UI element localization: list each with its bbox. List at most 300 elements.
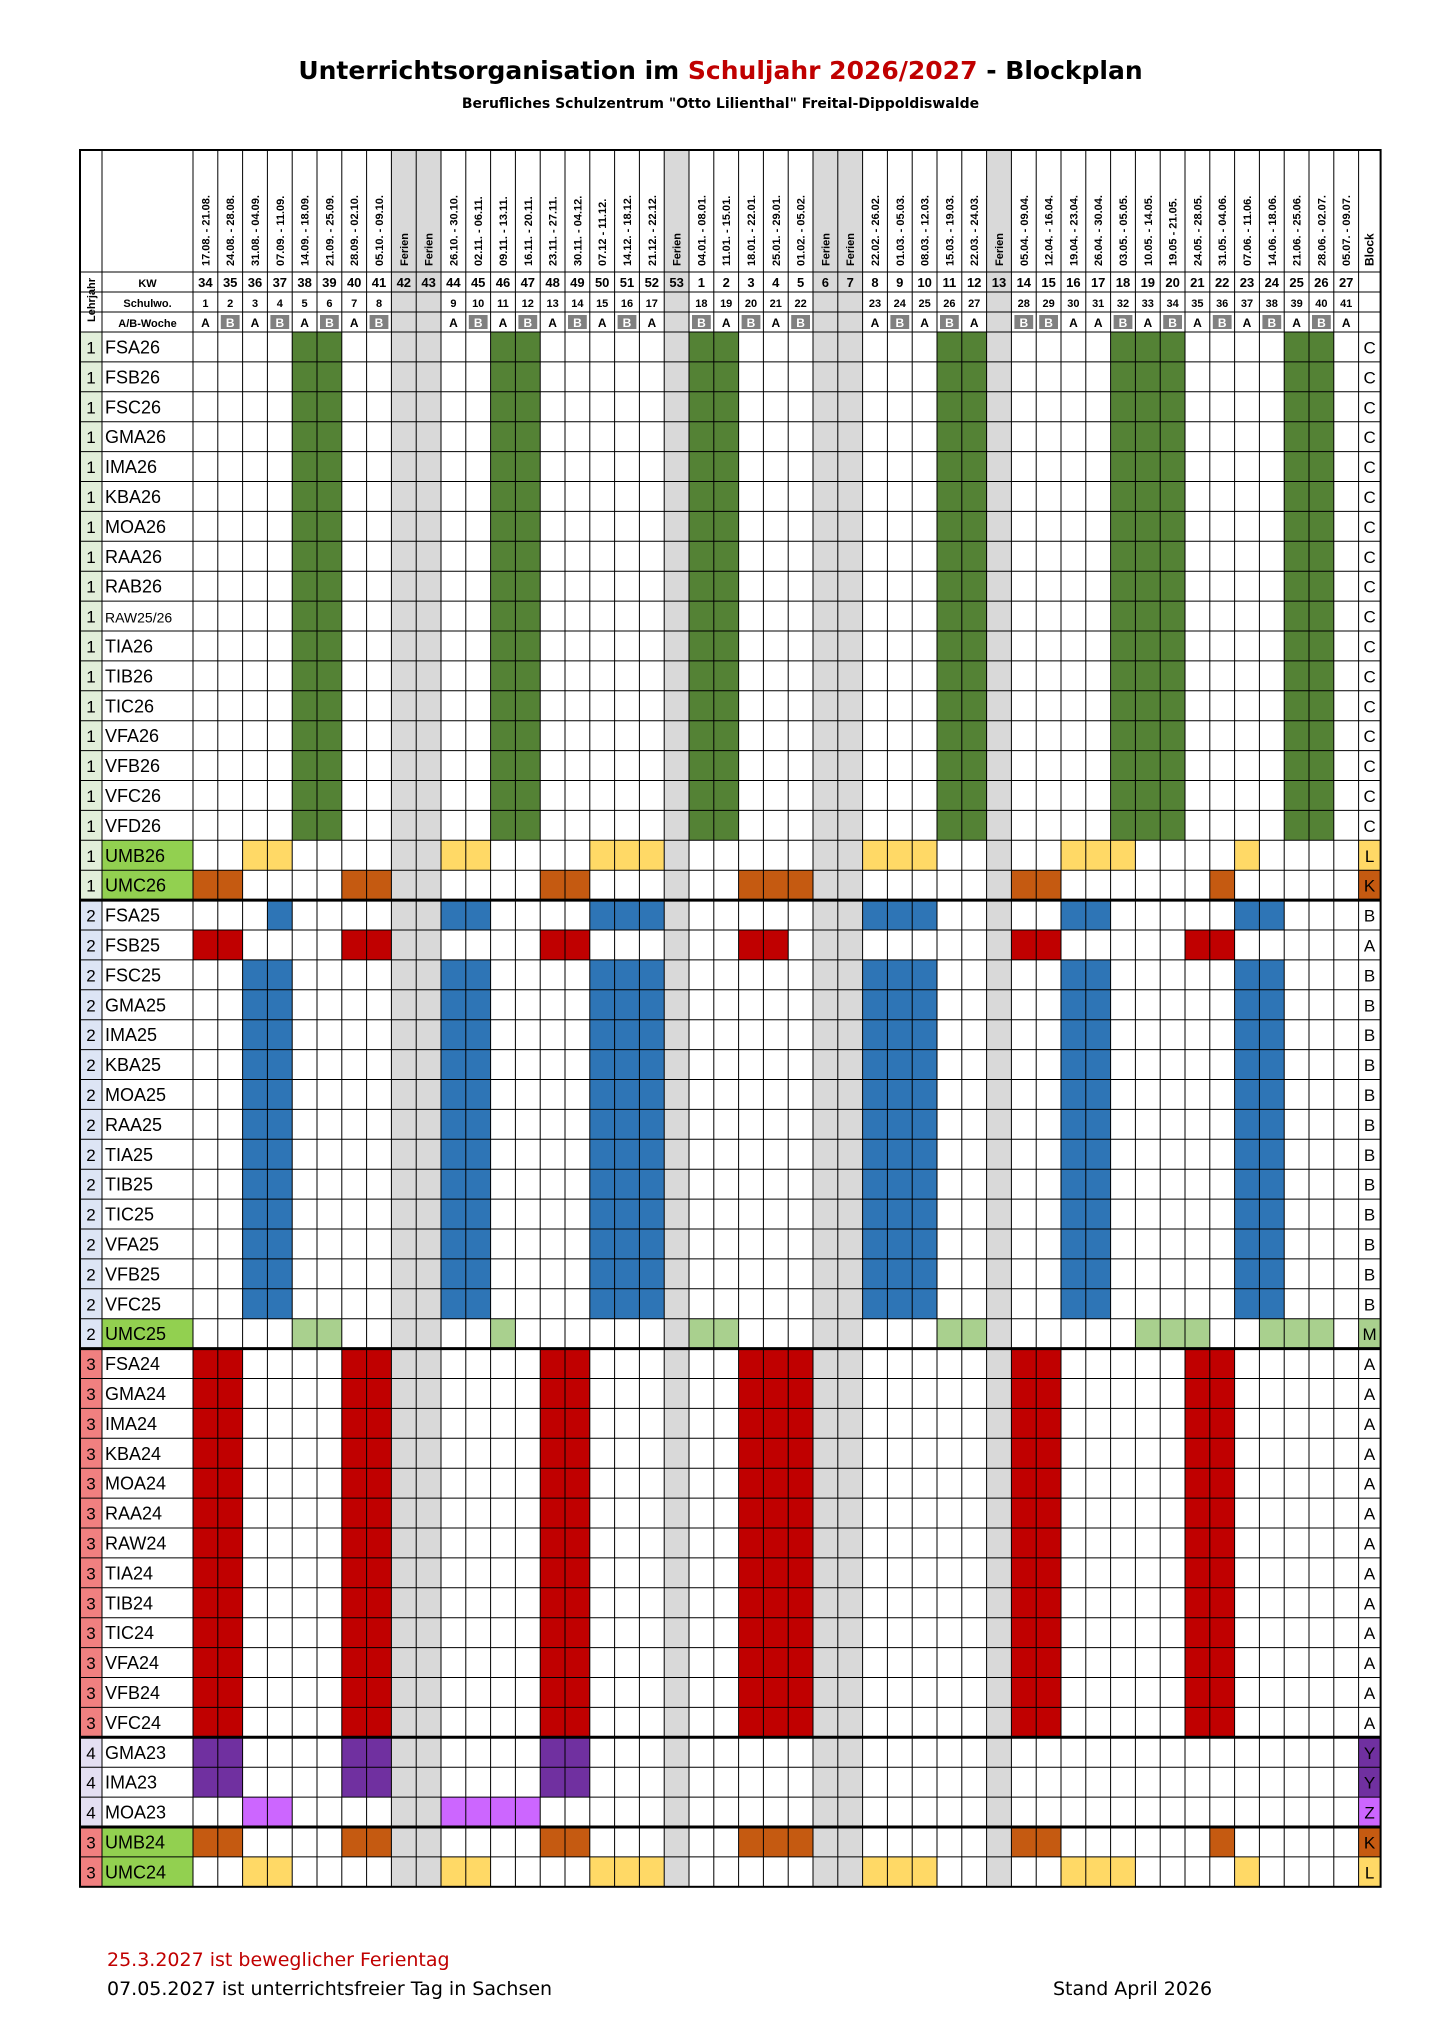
block-week-cell (317, 810, 342, 840)
block-week-cell (565, 1648, 590, 1678)
block-week-cell (1259, 990, 1284, 1020)
block-letter: L (1364, 1863, 1375, 1883)
week-dates: 22.03. - 24.03. (969, 195, 982, 266)
lehrjahr-label: 2 (86, 1026, 96, 1046)
block-week-cell (1284, 751, 1309, 781)
kw-number: 9 (896, 275, 904, 290)
block-week-cell (1259, 960, 1284, 990)
block-week-cell (689, 541, 714, 571)
block-week-cell (1086, 1109, 1111, 1139)
block-week-cell (1185, 1618, 1210, 1648)
ab-week-label: A (498, 316, 508, 330)
block-week-cell (491, 601, 516, 631)
block-week-cell (218, 1648, 243, 1678)
block-week-cell (1111, 781, 1136, 811)
block-week-cell (466, 1080, 491, 1110)
class-name: UMB24 (105, 1832, 166, 1853)
block-week-cell (1135, 691, 1160, 721)
block-week-cell (1111, 691, 1136, 721)
schulwoche-number: 12 (521, 298, 534, 310)
block-week-cell (540, 1498, 565, 1528)
block-week-cell (1309, 631, 1334, 661)
block-week-cell (367, 1528, 392, 1558)
lehrjahr-label: 3 (86, 1355, 96, 1375)
block-week-cell (1086, 840, 1111, 870)
block-week-cell (714, 810, 739, 840)
block-week-cell (1160, 511, 1185, 541)
block-week-cell (1061, 840, 1086, 870)
block-letter: B (1363, 996, 1376, 1016)
block-week-cell (689, 482, 714, 512)
block-letter: A (1363, 1414, 1376, 1434)
block-week-cell (639, 1139, 664, 1169)
block-week-cell (937, 362, 962, 392)
block-week-cell (565, 1737, 590, 1767)
block-week-cell (639, 1259, 664, 1289)
block-week-cell (243, 1109, 268, 1139)
block-week-cell (466, 1139, 491, 1169)
block-week-cell (739, 1349, 764, 1379)
kw-number: 46 (495, 275, 511, 290)
block-week-cell (491, 571, 516, 601)
block-week-cell (515, 362, 540, 392)
block-week-cell (540, 1827, 565, 1857)
block-letter: B (1363, 1026, 1376, 1046)
class-name: TIB24 (105, 1593, 154, 1614)
block-week-cell (193, 1827, 218, 1857)
block-letter: B (1363, 1265, 1376, 1285)
ab-week-label: A (920, 316, 929, 330)
block-week-cell (763, 1438, 788, 1468)
block-week-cell (565, 1678, 590, 1708)
block-week-cell (590, 1857, 615, 1887)
block-week-cell (1309, 810, 1334, 840)
block-week-cell (1011, 1827, 1036, 1857)
class-name: MOA25 (105, 1085, 167, 1106)
block-week-cell (540, 1767, 565, 1797)
lehrjahr-label: 1 (86, 368, 96, 388)
block-week-cell (218, 1678, 243, 1708)
schulwoche-number: 13 (546, 298, 559, 310)
block-week-cell (1086, 1139, 1111, 1169)
kw-number: 23 (1239, 275, 1255, 290)
kw-number: 39 (322, 275, 337, 290)
block-week-cell (639, 1229, 664, 1259)
lehrjahr-label: 1 (86, 607, 96, 627)
ab-woche-header-label: A/B-Woche (118, 318, 177, 330)
block-week-cell (466, 1169, 491, 1199)
block-week-cell (1309, 392, 1334, 422)
block-week-cell (887, 1289, 912, 1319)
block-week-cell (912, 840, 937, 870)
schulwoche-number: 39 (1290, 298, 1303, 310)
block-week-cell (218, 930, 243, 960)
block-week-cell (1160, 571, 1185, 601)
block-week-cell (1284, 721, 1309, 751)
block-week-cell (689, 751, 714, 781)
block-week-cell (491, 810, 516, 840)
schulwoche-number: 38 (1265, 298, 1278, 310)
block-week-cell (689, 601, 714, 631)
block-week-cell (937, 781, 962, 811)
class-name: GMA23 (105, 1742, 167, 1763)
block-week-cell (243, 1169, 268, 1199)
block-week-cell (1210, 870, 1235, 900)
block-week-cell (193, 1648, 218, 1678)
block-week-cell (615, 1259, 640, 1289)
block-week-cell (515, 392, 540, 422)
block-week-cell (962, 691, 987, 721)
block-week-cell (788, 1588, 813, 1618)
block-week-cell (466, 1199, 491, 1229)
block-letter: B (1363, 1205, 1376, 1225)
block-week-cell (1235, 840, 1260, 870)
block-week-cell (912, 960, 937, 990)
class-name: GMA26 (105, 427, 167, 448)
block-week-cell (1011, 1618, 1036, 1648)
class-name: UMC25 (105, 1324, 167, 1345)
kw-number: 1 (697, 275, 706, 290)
block-week-cell (1235, 990, 1260, 1020)
holiday-column (987, 150, 1012, 1887)
block-week-cell (739, 1648, 764, 1678)
block-letter: C (1363, 488, 1376, 508)
block-week-cell (1210, 1438, 1235, 1468)
block-week-cell (1011, 1468, 1036, 1498)
holiday-column (664, 150, 689, 1887)
block-week-cell (1309, 781, 1334, 811)
block-week-cell (267, 960, 292, 990)
ab-week-label: B (473, 316, 483, 330)
block-week-cell (763, 1678, 788, 1708)
schulwoche-number: 23 (868, 298, 882, 310)
block-week-cell (193, 1737, 218, 1767)
lehrjahr-label: 3 (86, 1474, 96, 1494)
ab-week-label: B (945, 316, 954, 330)
schulwoche-number: 18 (695, 298, 708, 310)
block-week-cell (491, 751, 516, 781)
block-week-cell (1284, 511, 1309, 541)
block-week-cell (714, 571, 739, 601)
title-school-year: Schuljahr 2026/2027 (687, 56, 978, 85)
block-header: Block (1362, 233, 1377, 266)
block-week-cell (1036, 1588, 1061, 1618)
block-week-cell (1210, 1528, 1235, 1558)
schulwoche-number: 28 (1017, 298, 1030, 310)
block-week-cell (292, 332, 317, 362)
block-week-cell (218, 870, 243, 900)
block-week-cell (1086, 1259, 1111, 1289)
block-week-cell (1135, 482, 1160, 512)
block-week-cell (1259, 1229, 1284, 1259)
block-week-cell (540, 1737, 565, 1767)
block-week-cell (565, 1827, 590, 1857)
block-week-cell (1061, 960, 1086, 990)
class-name: MOA26 (105, 516, 167, 537)
block-week-cell (887, 1229, 912, 1259)
title-part-1: Unterrichtsorganisation im (298, 56, 688, 85)
block-letter: B (1363, 1115, 1376, 1135)
ab-week-label: A (250, 316, 260, 330)
block-week-cell (788, 1528, 813, 1558)
block-week-cell (1061, 1169, 1086, 1199)
block-week-cell (714, 482, 739, 512)
block-week-cell (317, 362, 342, 392)
block-week-cell (342, 1707, 367, 1737)
week-dates: 26.10. - 30.10. (448, 195, 461, 266)
week-dates: 05.07. - 09.07. (1341, 195, 1354, 266)
block-week-cell (887, 840, 912, 870)
week-dates: 10.05. - 14.05. (1142, 195, 1155, 266)
block-week-cell (912, 1050, 937, 1080)
class-name: TIA24 (105, 1563, 154, 1584)
block-week-cell (912, 1229, 937, 1259)
block-week-cell (1111, 631, 1136, 661)
block-week-cell (1111, 571, 1136, 601)
block-week-cell (218, 1379, 243, 1409)
ab-week-label: B (523, 316, 533, 330)
ab-week-label: A (597, 316, 607, 330)
block-week-cell (639, 960, 664, 990)
ab-week-label: A (349, 316, 359, 330)
class-name: VFC24 (105, 1712, 162, 1733)
block-letter: C (1363, 816, 1376, 836)
week-dates: 18.01. - 22.01. (746, 195, 758, 266)
block-week-cell (292, 751, 317, 781)
kw-number: 38 (297, 275, 312, 290)
block-week-cell (788, 1678, 813, 1708)
block-week-cell (193, 1528, 218, 1558)
block-week-cell (1309, 601, 1334, 631)
block-week-cell (1036, 930, 1061, 960)
block-week-cell (962, 511, 987, 541)
block-week-cell (565, 1438, 590, 1468)
block-week-cell (1160, 661, 1185, 691)
block-week-cell (863, 1229, 888, 1259)
block-week-cell (342, 1737, 367, 1767)
block-week-cell (1111, 332, 1136, 362)
block-letter: C (1363, 667, 1376, 687)
week-dates: 22.02. - 26.02. (870, 195, 882, 266)
class-name: RAW24 (105, 1533, 167, 1554)
ab-week-label: A (201, 316, 210, 330)
kw-number: 19 (1140, 275, 1156, 290)
week-dates: 30.11. - 04.12. (572, 195, 585, 266)
block-week-cell (1185, 1498, 1210, 1528)
block-week-cell (441, 960, 466, 990)
block-week-cell (1086, 1229, 1111, 1259)
block-week-cell (292, 781, 317, 811)
lehrjahr-label: 1 (86, 846, 96, 866)
block-week-cell (565, 1558, 590, 1588)
block-week-cell (1036, 1498, 1061, 1528)
block-week-cell (863, 1857, 888, 1887)
kw-number: 51 (619, 275, 635, 290)
block-week-cell (788, 1618, 813, 1648)
block-week-cell (1135, 810, 1160, 840)
block-week-cell (912, 1199, 937, 1229)
block-letter: B (1363, 1175, 1376, 1195)
lehrjahr-header: Lehrjahr (86, 277, 98, 322)
lehrjahr-label: 2 (86, 936, 96, 956)
class-name: TIC25 (105, 1204, 155, 1225)
block-week-cell (714, 601, 739, 631)
block-week-cell (1210, 1588, 1235, 1618)
block-week-cell (515, 422, 540, 452)
block-week-cell (491, 362, 516, 392)
block-week-cell (342, 870, 367, 900)
block-week-cell (466, 900, 491, 930)
ab-week-label: A (771, 316, 781, 330)
block-week-cell (540, 1618, 565, 1648)
block-week-cell (1011, 1678, 1036, 1708)
block-week-cell (1111, 721, 1136, 751)
block-week-cell (193, 1438, 218, 1468)
block-week-cell (962, 422, 987, 452)
class-name: VFC26 (105, 786, 162, 807)
schulwoche-number: 20 (744, 298, 758, 310)
block-week-cell (615, 1229, 640, 1259)
block-week-cell (937, 810, 962, 840)
kw-number: 5 (796, 275, 805, 290)
week-dates: 07.06. - 11.06. (1242, 195, 1254, 266)
block-week-cell (1036, 1558, 1061, 1588)
block-week-cell (590, 1080, 615, 1110)
block-letter: A (1363, 1654, 1376, 1674)
block-week-cell (739, 1528, 764, 1558)
block-week-cell (1259, 1080, 1284, 1110)
block-week-cell (1259, 900, 1284, 930)
class-name: RAA24 (105, 1503, 163, 1524)
block-week-cell (1036, 1827, 1061, 1857)
block-week-cell (1011, 1379, 1036, 1409)
lehrjahr-label: 1 (86, 517, 96, 537)
block-week-cell (639, 1289, 664, 1319)
block-week-cell (1235, 1229, 1260, 1259)
block-week-cell (491, 1319, 516, 1349)
block-week-cell (491, 482, 516, 512)
block-week-cell (565, 1707, 590, 1737)
block-week-cell (1309, 482, 1334, 512)
block-week-cell (317, 541, 342, 571)
block-week-cell (714, 721, 739, 751)
kw-number: 49 (570, 275, 585, 290)
block-letter: C (1363, 338, 1376, 358)
block-week-cell (243, 1857, 268, 1887)
block-week-cell (193, 1408, 218, 1438)
block-week-cell (1135, 631, 1160, 661)
ab-week-label: B (1168, 316, 1177, 330)
block-week-cell (1309, 751, 1334, 781)
block-week-cell (590, 840, 615, 870)
week-dates: 24.05. - 28.05. (1192, 195, 1205, 266)
block-week-cell (193, 1678, 218, 1708)
ab-week-label: A (969, 316, 979, 330)
block-week-cell (1160, 721, 1185, 751)
block-week-cell (1135, 511, 1160, 541)
block-week-cell (540, 1558, 565, 1588)
block-week-cell (267, 1199, 292, 1229)
week-dates: 26.04. - 30.04. (1093, 195, 1106, 266)
block-week-cell (1235, 1199, 1260, 1229)
block-letter: Y (1363, 1773, 1376, 1793)
week-dates: 12.04. - 16.04. (1043, 195, 1056, 266)
block-week-cell (1061, 1199, 1086, 1229)
ab-week-label: A (1143, 316, 1153, 330)
block-week-cell (218, 1827, 243, 1857)
block-week-cell (962, 751, 987, 781)
class-name: TIB25 (105, 1174, 154, 1195)
week-dates: 08.03. - 12.03. (919, 195, 932, 266)
block-week-cell (1185, 930, 1210, 960)
block-week-cell (292, 810, 317, 840)
block-week-cell (1284, 332, 1309, 362)
block-week-cell (763, 1379, 788, 1409)
kw-number: 12 (966, 275, 982, 290)
schulwoche-number: 2 (227, 298, 234, 310)
block-week-cell (342, 1827, 367, 1857)
block-week-cell (540, 930, 565, 960)
block-week-cell (1309, 452, 1334, 482)
block-week-cell (1135, 751, 1160, 781)
block-week-cell (292, 511, 317, 541)
block-letter: B (1363, 1056, 1376, 1076)
block-week-cell (466, 1109, 491, 1139)
block-letter: A (1363, 1624, 1376, 1644)
block-week-cell (466, 990, 491, 1020)
block-week-cell (243, 1259, 268, 1289)
block-week-cell (1235, 1109, 1260, 1139)
block-week-cell (317, 482, 342, 512)
block-week-cell (515, 601, 540, 631)
schulwoche-number: 3 (251, 298, 259, 310)
block-week-cell (565, 870, 590, 900)
title-part-3: - Blockplan (977, 56, 1143, 85)
block-week-cell (466, 1797, 491, 1827)
lehrjahr-label: 2 (86, 1056, 96, 1076)
block-week-cell (739, 1498, 764, 1528)
block-week-cell (540, 1379, 565, 1409)
block-week-cell (739, 1408, 764, 1438)
block-week-cell (1284, 810, 1309, 840)
schulwoche-header-label: Schulwo. (123, 298, 172, 310)
block-week-cell (1111, 840, 1136, 870)
lehrjahr-label: 4 (86, 1743, 96, 1763)
kw-number: 52 (644, 275, 660, 290)
holiday-label: Ferien (845, 232, 858, 266)
class-name: TIC24 (105, 1623, 155, 1644)
holiday-label: Ferien (398, 232, 411, 266)
block-week-cell (342, 1349, 367, 1379)
block-week-cell (193, 1468, 218, 1498)
kw-number: 53 (669, 275, 684, 290)
block-week-cell (689, 661, 714, 691)
block-week-cell (367, 1678, 392, 1708)
block-week-cell (639, 1020, 664, 1050)
block-week-cell (739, 1379, 764, 1409)
block-week-cell (1210, 1468, 1235, 1498)
week-dates: 02.11. - 06.11. (473, 196, 486, 266)
block-letter: A (1363, 1534, 1376, 1554)
block-letter: C (1363, 757, 1376, 777)
block-week-cell (317, 721, 342, 751)
block-week-cell (962, 810, 987, 840)
block-week-cell (441, 900, 466, 930)
block-week-cell (1061, 990, 1086, 1020)
block-week-cell (763, 930, 788, 960)
block-week-cell (887, 990, 912, 1020)
ab-week-label: A (1341, 316, 1351, 330)
